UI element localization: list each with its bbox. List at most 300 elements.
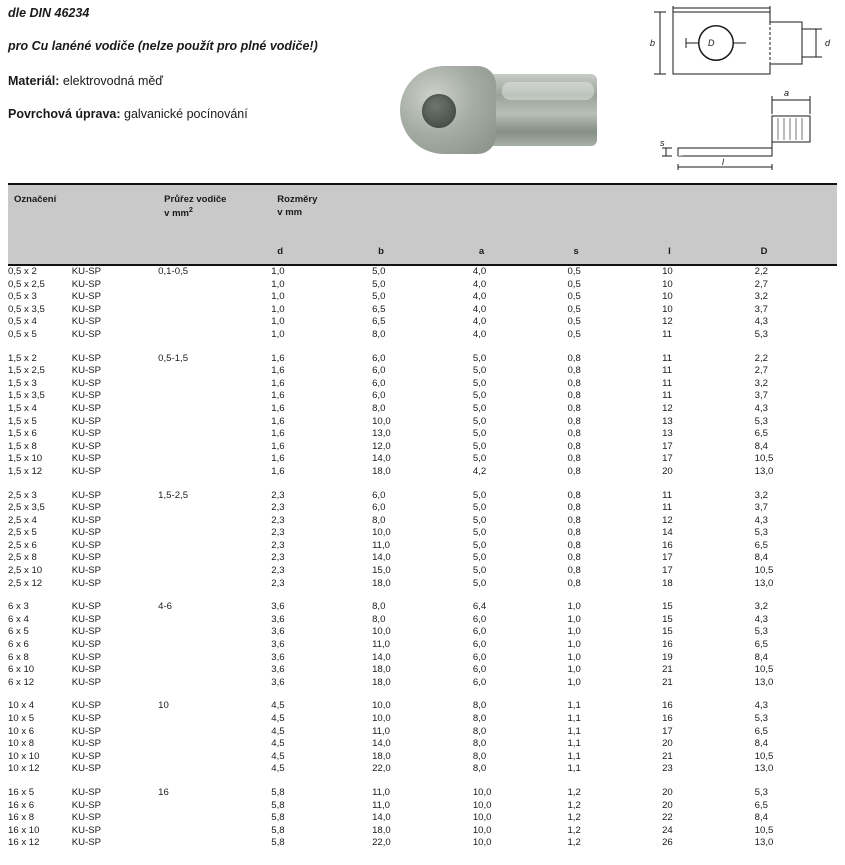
cell-a: 5,0 [472,552,487,564]
cell-l: 14 [662,527,673,539]
cell-b: 18,0 [372,676,391,688]
cell-type: KU-SP [71,514,102,526]
cell-a: 5,0 [472,365,487,377]
cell-type: KU-SP [71,738,102,750]
cell-cross-section [158,738,271,751]
cell-d: 1,0 [271,303,285,315]
group-spacer [8,689,837,700]
table-row[interactable] [8,365,837,378]
cell-D: 4,3 [754,514,768,526]
cell-s: 0,5 [567,266,581,277]
cell-l: 20 [662,465,673,477]
table-row[interactable] [8,565,837,578]
cell-designation: 16 x 12 [8,837,40,849]
table-row[interactable] [8,738,837,751]
cell-D: 4,3 [754,316,768,328]
col-cross-section-unit: v $mm^2$ [164,207,193,220]
cell-d: 4,5 [271,713,285,724]
cell-D: 3,7 [754,390,768,402]
cell-type: KU-SP [71,328,102,340]
cell-cross-section [158,677,271,690]
cell-type: KU-SP [71,626,102,638]
cell-b: 8,0 [372,601,386,613]
table-row[interactable] [8,490,837,503]
cell-l: 22 [662,812,673,824]
cell-D: 6,5 [754,539,768,551]
cell-a: 5,0 [472,415,487,427]
table-row[interactable] [8,291,837,304]
cell-cross-section [158,416,271,429]
cell-type: KU-SP [71,278,102,290]
table-row[interactable] [8,540,837,553]
cell-type: KU-SP [71,266,102,277]
cell-d: 1,0 [271,316,285,328]
cell-cross-section [158,316,271,329]
cell-s: 1,2 [567,837,581,849]
cell-s: 1,0 [567,601,581,613]
cell-b: 6,0 [372,489,386,501]
cell-b: 6,0 [372,502,386,514]
table-row[interactable] [8,664,837,677]
cell-designation: 10 x 12 [8,763,40,775]
cell-designation: 6 x 10 [8,664,35,676]
table-row[interactable] [8,751,837,764]
cell-D: 4,3 [754,700,768,712]
cell-d: 5,8 [271,837,285,849]
cell-type: KU-SP [71,415,102,427]
cell-type: KU-SP [71,489,102,501]
cell-a: 5,0 [472,577,487,589]
cell-l: 11 [662,502,673,514]
cell-b: 18,0 [372,750,391,762]
cell-d: 4,5 [271,700,285,712]
material-label: Materiál: [8,74,60,88]
cell-cross-section [158,578,271,591]
subtitle-line: pro Cu lanéné vodiče (nelze použít pro plné vodiče!) [8,39,318,53]
cell-s: 1,0 [567,676,581,688]
cell-D: 3,2 [754,601,768,613]
cell-d: 2,3 [271,502,285,514]
cell-D: 3,7 [754,502,768,514]
cell-s: 1,2 [567,824,581,836]
cell-b: 10,0 [372,713,391,724]
cell-type: KU-SP [71,565,102,577]
cell-l: 20 [662,786,673,798]
cell-D: 8,4 [754,738,768,750]
cell-s: 1,2 [567,786,581,798]
table-row[interactable] [8,279,837,292]
cell-d: 1,6 [271,390,285,402]
cell-a: 6,0 [472,626,487,638]
cell-cross-section: 4-6 [158,601,173,613]
cell-l: 17 [662,440,673,452]
cell-b: 12,0 [372,440,391,452]
cell-s: 0,5 [567,316,581,328]
table-row[interactable] [8,453,837,466]
col-dim-D [755,184,837,265]
cell-D: 10,5 [754,750,774,762]
cell-type: KU-SP [71,713,102,724]
cell-s: 1,1 [567,725,581,737]
group-spacer [8,590,837,601]
cell-designation: 2,5 x 12 [8,577,43,589]
cell-D: 5,3 [754,527,768,539]
col-dims-unit: v mm [277,207,303,218]
cell-b: 10,0 [372,527,391,539]
cell-type: KU-SP [71,502,102,514]
table-row[interactable] [8,763,837,776]
cell-cross-section: 1,5-2,5 [158,489,189,501]
document-header [0,0,845,178]
cell-d: 1,6 [271,453,285,465]
cell-l: 11 [662,328,673,340]
cell-d: 4,5 [271,738,285,750]
cell-designation: 2,5 x 5 [8,527,37,539]
cell-type: KU-SP [71,539,102,551]
cell-d: 4,5 [271,750,285,762]
table-row[interactable] [8,677,837,690]
cell-D: 13,0 [754,837,774,849]
cell-designation: 10 x 5 [8,713,35,724]
cell-a: 8,0 [472,738,487,750]
cell-b: 14,0 [372,812,391,824]
cell-d: 2,3 [271,565,285,577]
col-cross-section [158,184,271,265]
cell-type: KU-SP [71,390,102,402]
table-row[interactable] [8,466,837,479]
cell-type: KU-SP [71,700,102,712]
cell-l: 16 [662,639,673,651]
cell-type: KU-SP [71,527,102,539]
cell-b: 5,0 [372,278,386,290]
cell-type: KU-SP [71,428,102,440]
cell-a: 4,0 [472,278,487,290]
cell-cross-section [158,378,271,391]
cell-s: 0,5 [567,328,581,340]
cell-d: 2,3 [271,514,285,526]
cell-cross-section [158,279,271,292]
cell-d: 2,3 [271,577,285,589]
col-s-label: s [573,246,579,257]
cell-cross-section [158,540,271,553]
cell-a: 10,0 [472,812,492,824]
table-row[interactable] [8,700,837,713]
cell-a: 5,0 [472,502,487,514]
cell-designation: 2,5 x 8 [8,552,37,564]
cell-d: 1,0 [271,278,285,290]
cell-designation: 1,5 x 12 [8,465,43,477]
cell-s: 0,5 [567,278,581,290]
col-dim-b [372,184,473,265]
cell-d: 4,5 [271,763,285,775]
cell-d: 1,6 [271,365,285,377]
cell-D: 2,7 [754,365,768,377]
cell-designation: 0,5 x 2,5 [8,278,45,290]
cell-type: KU-SP [71,763,102,775]
cell-cross-section [158,800,271,813]
cell-a: 10,0 [472,837,492,849]
cell-a: 6,0 [472,664,487,676]
cell-cross-section [158,304,271,317]
cell-a: 4,0 [472,303,487,315]
cell-D: 8,4 [754,651,768,663]
cell-cross-section [158,515,271,528]
surface-value: galvanické pocínování [124,107,248,121]
cell-cross-section [158,466,271,479]
table-row[interactable] [8,316,837,329]
cell-a: 8,0 [472,700,487,712]
table-row[interactable] [8,378,837,391]
cell-l: 10 [662,303,673,315]
table-row[interactable] [8,800,837,813]
cell-cross-section: 10 [158,700,169,712]
cell-b: 8,0 [372,613,386,625]
drawing-label-a: a [784,88,790,98]
cell-cross-section [158,390,271,403]
cell-b: 6,0 [372,365,386,377]
cell-type: KU-SP [71,651,102,663]
cell-type: KU-SP [71,377,102,389]
cell-l: 10 [662,291,673,303]
cell-b: 18,0 [372,664,391,676]
cell-designation: 6 x 8 [8,651,29,663]
cell-l: 21 [662,750,673,762]
cell-cross-section [158,441,271,454]
cell-s: 0,8 [567,502,581,514]
cell-cross-section [158,626,271,639]
cell-a: 5,0 [472,428,487,440]
cell-d: 2,3 [271,489,285,501]
cell-cross-section [158,329,271,342]
cell-D: 2,2 [754,352,768,364]
table-row[interactable] [8,578,837,591]
cell-s: 1,1 [567,763,581,775]
cell-d: 1,6 [271,465,285,477]
cell-s: 1,2 [567,799,581,811]
cell-l: 18 [662,577,673,589]
table-row[interactable] [8,614,837,627]
cell-b: 8,0 [372,402,386,414]
cell-type: KU-SP [71,725,102,737]
col-Dcap-label: D [760,246,768,257]
cell-l: 15 [662,626,673,638]
group-spacer [8,479,837,490]
cell-type: KU-SP [71,750,102,762]
cell-d: 3,6 [271,613,285,625]
cell-a: 6,0 [472,613,487,625]
technical-drawing-top-view [640,4,835,87]
cell-s: 1,2 [567,812,581,824]
table-row[interactable] [8,837,837,850]
cell-designation: 1,5 x 10 [8,453,43,465]
table-row[interactable] [8,527,837,540]
table-row[interactable] [8,329,837,342]
cell-type: KU-SP [71,303,102,315]
cell-b: 14,0 [372,651,391,663]
table-row[interactable] [8,515,837,528]
cell-designation: 6 x 5 [8,626,29,638]
drawing-label-b: b [650,38,656,48]
cell-designation: 1,5 x 4 [8,402,37,414]
cell-a: 5,0 [472,402,487,414]
cell-D: 10,5 [754,664,774,676]
cell-s: 0,8 [567,552,581,564]
cell-d: 1,6 [271,415,285,427]
cell-cross-section [158,825,271,838]
cell-l: 15 [662,613,673,625]
table-row[interactable] [8,726,837,739]
cell-cross-section [158,552,271,565]
cell-s: 1,1 [567,750,581,762]
cell-a: 6,0 [472,676,487,688]
cell-designation: 1,5 x 3 [8,377,37,389]
cell-l: 21 [662,664,673,676]
cell-D: 6,5 [754,725,768,737]
col-d-label: d [277,246,284,257]
cell-designation: 2,5 x 3 [8,489,37,501]
table-row[interactable] [8,353,837,366]
cell-s: 0,8 [567,577,581,589]
table-row[interactable] [8,812,837,825]
cell-designation: 2,5 x 4 [8,514,37,526]
cell-s: 1,0 [567,639,581,651]
table-row[interactable] [8,428,837,441]
cell-D: 10,5 [754,453,774,465]
drawing-label-s: s [660,138,665,148]
cell-designation: 1,5 x 2,5 [8,365,45,377]
cell-l: 11 [662,377,673,389]
cell-cross-section [158,565,271,578]
cell-designation: 16 x 10 [8,824,40,836]
cell-type: KU-SP [71,291,102,303]
cell-D: 8,4 [754,440,768,452]
table-row[interactable] [8,639,837,652]
table-row[interactable] [8,304,837,317]
cell-b: 14,0 [372,552,391,564]
cell-b: 18,0 [372,824,391,836]
col-a-label: a [478,246,485,257]
table-row[interactable] [8,787,837,800]
cell-D: 6,5 [754,799,768,811]
cell-l: 11 [662,352,673,364]
cell-designation: 6 x 3 [8,601,29,613]
cell-type: KU-SP [71,402,102,414]
cell-d: 4,5 [271,725,285,737]
cell-d: 1,6 [271,402,285,414]
cell-l: 12 [662,402,673,414]
cell-designation: 2,5 x 6 [8,539,37,551]
cell-l: 11 [662,390,673,402]
cell-l: 24 [662,824,673,836]
cell-a: 4,0 [472,316,487,328]
table-row[interactable] [8,552,837,565]
cell-d: 1,0 [271,266,285,277]
cell-b: 11,0 [372,539,391,551]
col-dim-s [567,184,662,265]
table-row[interactable] [8,626,837,639]
cell-d: 1,6 [271,428,285,440]
cell-s: 0,8 [567,377,581,389]
cell-cross-section [158,837,271,850]
table-row[interactable] [8,502,837,515]
cell-designation: 16 x 5 [8,786,35,798]
col-cross-section-label: Průřez vodiče [164,194,227,205]
material-line [8,74,388,89]
cell-designation: 16 x 6 [8,799,35,811]
table-row[interactable] [8,652,837,665]
cell-l: 19 [662,651,673,663]
cell-D: 10,5 [754,565,774,577]
cell-type: KU-SP [71,465,102,477]
cell-l: 11 [662,365,673,377]
cell-s: 1,0 [567,664,581,676]
cell-l: 11 [662,489,673,501]
cell-designation: 1,5 x 6 [8,428,37,440]
cell-d: 3,6 [271,664,285,676]
cell-b: 18,0 [372,465,391,477]
cell-D: 10,5 [754,824,774,836]
table-row[interactable] [8,265,837,279]
cell-l: 26 [662,837,673,849]
cell-s: 0,8 [567,365,581,377]
cell-type: KU-SP [71,552,102,564]
cell-l: 17 [662,552,673,564]
cell-b: 14,0 [372,738,391,750]
cell-cross-section [158,428,271,441]
cell-d: 1,6 [271,352,285,364]
table-row[interactable] [8,825,837,838]
table-row[interactable] [8,441,837,454]
cell-b: 6,0 [372,377,386,389]
cell-D: 5,3 [754,626,768,638]
cell-b: 8,0 [372,328,386,340]
cell-D: 4,3 [754,613,768,625]
cell-l: 10 [662,278,673,290]
table-row[interactable] [8,403,837,416]
cell-a: 5,0 [472,565,487,577]
table-row[interactable] [8,390,837,403]
cell-cross-section [158,812,271,825]
cell-designation: 1,5 x 8 [8,440,37,452]
table-row[interactable] [8,713,837,726]
cell-a: 6,4 [472,601,487,613]
cell-a: 5,0 [472,539,487,551]
col-b-label: b [378,246,384,257]
cell-type: KU-SP [71,453,102,465]
cell-l: 17 [662,453,673,465]
cell-d: 5,8 [271,799,285,811]
cell-s: 0,8 [567,428,581,440]
cable-lug-photo [382,52,622,162]
cell-designation: 10 x 10 [8,750,40,762]
cell-l: 12 [662,514,673,526]
cell-s: 0,8 [567,352,581,364]
group-spacer [8,342,837,353]
cell-designation: 6 x 4 [8,613,29,625]
cell-s: 1,0 [567,626,581,638]
cell-a: 5,0 [472,352,487,364]
cell-b: 18,0 [372,577,391,589]
cell-designation: 1,5 x 3,5 [8,390,45,402]
cell-b: 5,0 [372,291,386,303]
material-value: elektrovodná měď [62,74,163,88]
cell-l: 13 [662,428,673,440]
header-text-block [8,6,388,122]
cell-a: 5,0 [472,453,487,465]
cell-b: 6,0 [372,390,386,402]
table-row[interactable] [8,416,837,429]
table-row[interactable] [8,601,837,614]
